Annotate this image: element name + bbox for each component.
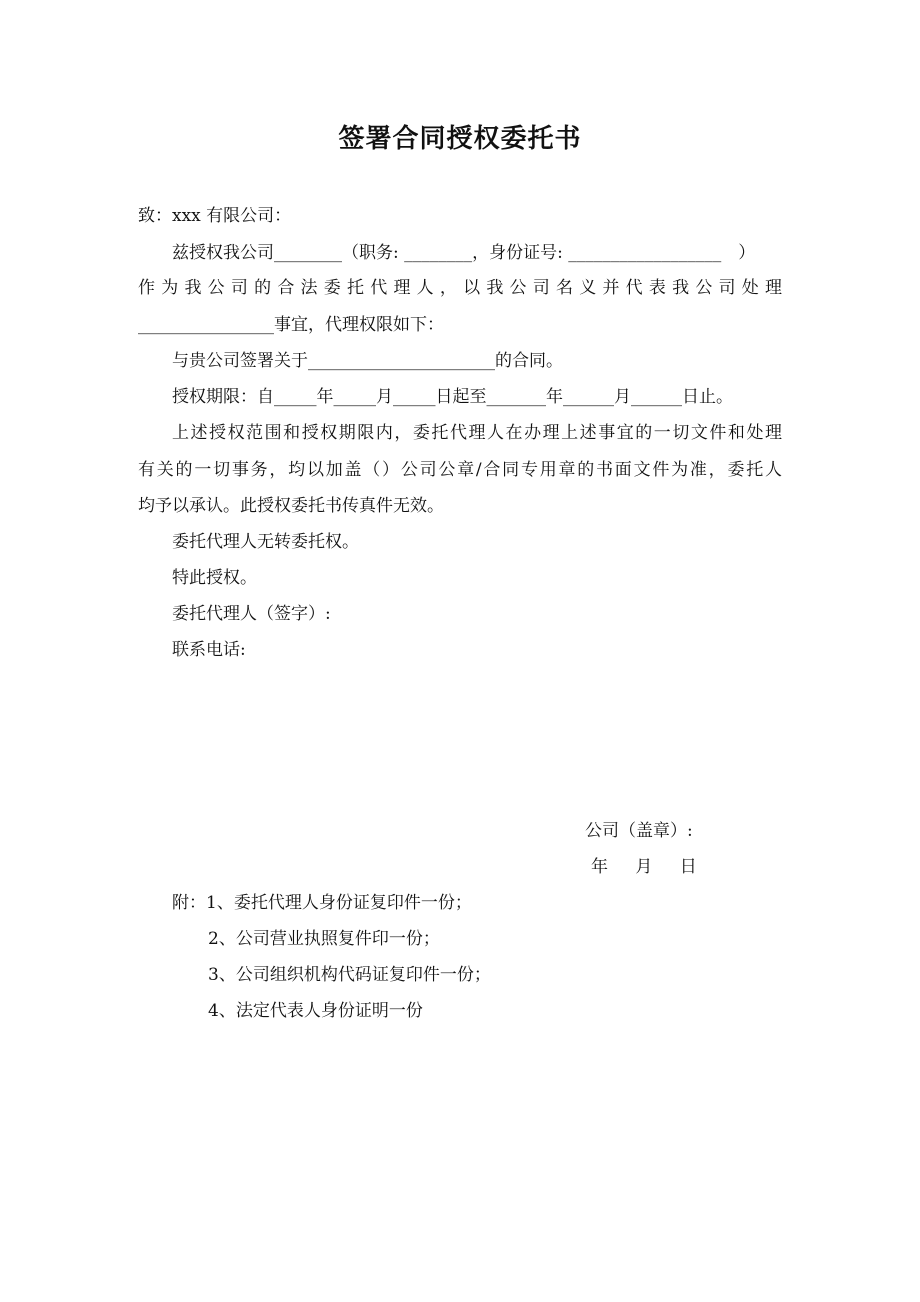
company-stamp-label: 公司（盖章）: [585, 821, 693, 841]
attachment-item-2: 2、公司营业执照复件印一份； [208, 929, 440, 949]
body-line-2: 作为我公司的合法委托代理人，以我公司名义并代表我公司处理 [138, 278, 782, 298]
body-line-6: 上述授权范围和授权期限内，委托代理人在办理上述事宜的一切文件和处理 [172, 423, 782, 443]
attachment-item-4: 4、法定代表人身份证明一份 [208, 1001, 423, 1021]
attachment-item-1: 附：1、委托代理人身份证复印件一份； [172, 893, 472, 913]
document-title: 签署合同授权委托书 [338, 124, 582, 154]
salutation: 致：xxx 有限公司： [138, 206, 292, 226]
body-line-8: 均予以承认。此授权委托书传真件无效。 [138, 496, 444, 516]
body-line-9: 委托代理人无转委托权。 [172, 532, 359, 552]
contact-phone-label: 联系电话: [172, 640, 246, 660]
body-line-10: 特此授权。 [172, 568, 257, 588]
body-line-7: 有关的一切事务，均以加盖（）公司公章/合同专用章的书面文件为准，委托人 [138, 460, 782, 480]
body-line-1: 兹授权我公司________（职务: ________，身份证号: __________________ ） [172, 243, 756, 263]
body-line-5: 授权期限：自_____年_____月_____日起至_______年______月______日止。 [172, 387, 733, 407]
attachment-item-3: 3、公司组织机构代码证复印件一份； [208, 965, 491, 985]
date-label: 年 月 日 [591, 857, 697, 877]
body-line-4: 与贵公司签署关于______________________的合同。 [172, 351, 563, 371]
agent-signature-label: 委托代理人（签字）: [172, 604, 331, 624]
body-line-3: ________________事宜，代理权限如下： [138, 315, 444, 335]
